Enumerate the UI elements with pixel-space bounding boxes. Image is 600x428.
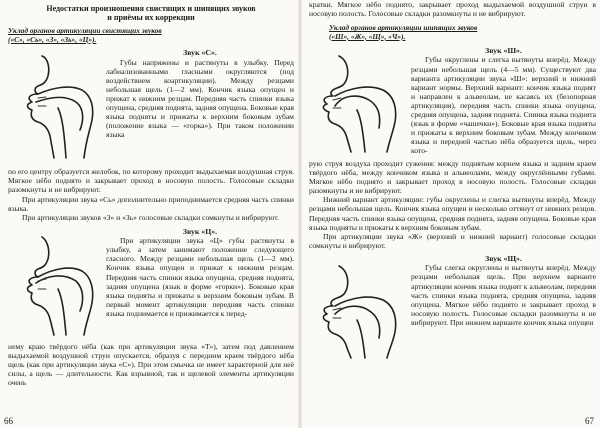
section-subhead-line2: («С», «Сь», «З», «Зь», «Ц»). [8,34,97,44]
sound-shch-text: Губы слегка округлены и вытянуты вперёд. Между резцами небольшая щель. При верхнем варианте артикуляции кончик языка поднят к альвеолам, передняя часть спинки языка поднята, средняя опущена, задняя опущена. Мягкое нёбо поднято и закрывает проход в носовую полость. Голосовые складки разомкнуты и не вибрируют. При нижнем варианте кончик языка опущен [411,263,596,327]
page-number-left: 66 [4,416,13,426]
section-subhead-line1: Уклад органов артикуляции свистящих звуков [8,26,162,36]
sound-s-text-continued: по его центру образуется желобок, по которому проходит выдыхаемая воздушная струя. Мягкое нёбо поднято и закрывает проход в носовую полость. Голосовые складки разомкнуты и не вибрируют. [8,167,294,195]
sagittal-profile-sh-icon [309,54,405,159]
sound-c-heading: Звук «Ц». [182,226,218,236]
sound-c-text: При артикуляции звука «Ц» губы растянуты в улыбку, а затем занимают положение следующего гласного. Между резцами небольшая щель (1—2 мм). Кончик языка опущен и прижат к нижним резцам. Передняя часть спинки языка опущена, средняя поднята, задняя опущена (язык в форме «горки»). Боковые края языка подняты и прижаты к верхним боковым зубам. В первый момент артикуляции передняя часть спинки языка поднимается и прижимается к перед- [106,236,294,318]
sound-sh-text: Губы округлены и слегка вытянуты вперёд. Между резцами небольшая щель (4—5 мм). Существуют два варианта артикуляции звука «Ш»: верхний и нижний вариант нормы. Верхний вариант: кончик языка поднят и направлен к альвеолам, не касаясь их (безопорная артикуляция), передняя часть спинки языка опущена, средняя опущена, задняя поднята. Спинка языка поднята (язык в форме «чашечки»). Боковые края языка подняты и прижаты к верхним боковым зубам. Между кончиком языка и передней частью нёба образуется щель, через кото- [411,55,596,156]
sagittal-profile-c-icon [8,233,100,342]
sound-s-text: Губы напряжены и растянуты в улыбку. Перед лабиализованными гласными округляются (под воздействием коартикуляции). Между резцами небольшая щель (1—2 мм). Кончик языка опущен и прижат к нижним резцам. Передняя часть спинки языка опущена, средняя поднята, задняя опущена. Боковые края языка подняты и прижаты к верхним боковым зубам (положение языка — «горка»). При таком положении языка [106,57,294,140]
sound-sh-lower-variant-text: Нижний вариант артикуляции: губы округлены и слегка вытянуты вперёд. Между резцами небольшая щель. Кончик языка опущен и несколько оттянут от нижних резцов. Передняя часть спинки языка опущена, средняя поднята, задняя опущена. Боковые края языка подняты и прижаты к верхним боковым зубам. [309,195,596,232]
page-title-line1: Недостатки произношения свистящих и шипящих звуков [46,4,256,13]
sound-sh-text-continued: рую струя воздуха проходит сужения: между поднятым корнем языка и задним краем твёрдого нёба, между кончиком языка и альвеолами, между округлёнными губами. Мягкое нёбо поднято и закрывает проход в носовую полость. Голосовые складки разомкнуты и не вибрируют. [309,159,596,196]
page-number-right: 67 [585,416,594,426]
top-continuation-text: кратки. Мягкое нёбо поднято, закрывает проход выдыхаемой воздушной струи в носовую полость. Голосовые складки разомкнуты и не вибрируют. [309,0,596,19]
page-title-line2: и приёмы их коррекции [107,13,195,23]
sagittal-profile-s-icon [8,50,100,167]
sound-c-text-continued: нему краю твёрдого нёба (как при артикуляции звука «Т»), затем под давлением выдыхаемой воздушной струи опускается, образуя с передним краем твёрдого нёба щель (как при артикуляции звука «С»). При этом смычка не имеет характерной для неё силы, а щель — длительности. Как взрывной, так и щелевой элементы артикуляции очень [8,341,294,388]
sound-z-text: При артикуляции звуков «З» и «Зь» голосовые складки сомкнуты и вибрируют. [22,212,279,222]
sound-shch-heading: Звук «Щ». [485,253,522,263]
page-right [300,0,600,428]
sound-sj-text: При артикуляции звука «Сь» дополнительно приподнимается средняя часть спинки языка. [8,194,294,213]
sound-s-heading: Звук «С». [183,48,217,58]
section-subhead-line1: Уклад органов артикуляции шипящих звуков [329,23,478,33]
sound-sh-heading: Звук «Ш». [485,46,522,55]
section-subhead-line2: («Ш», «Ж», «Щ», «Ч»). [329,31,406,41]
sound-zh-text: При артикуляции звука «Ж» (верхний и нижний вариант) голосовые складки сомкнуты и вибрируют. [309,231,596,250]
sagittal-profile-shch-icon [309,264,405,365]
